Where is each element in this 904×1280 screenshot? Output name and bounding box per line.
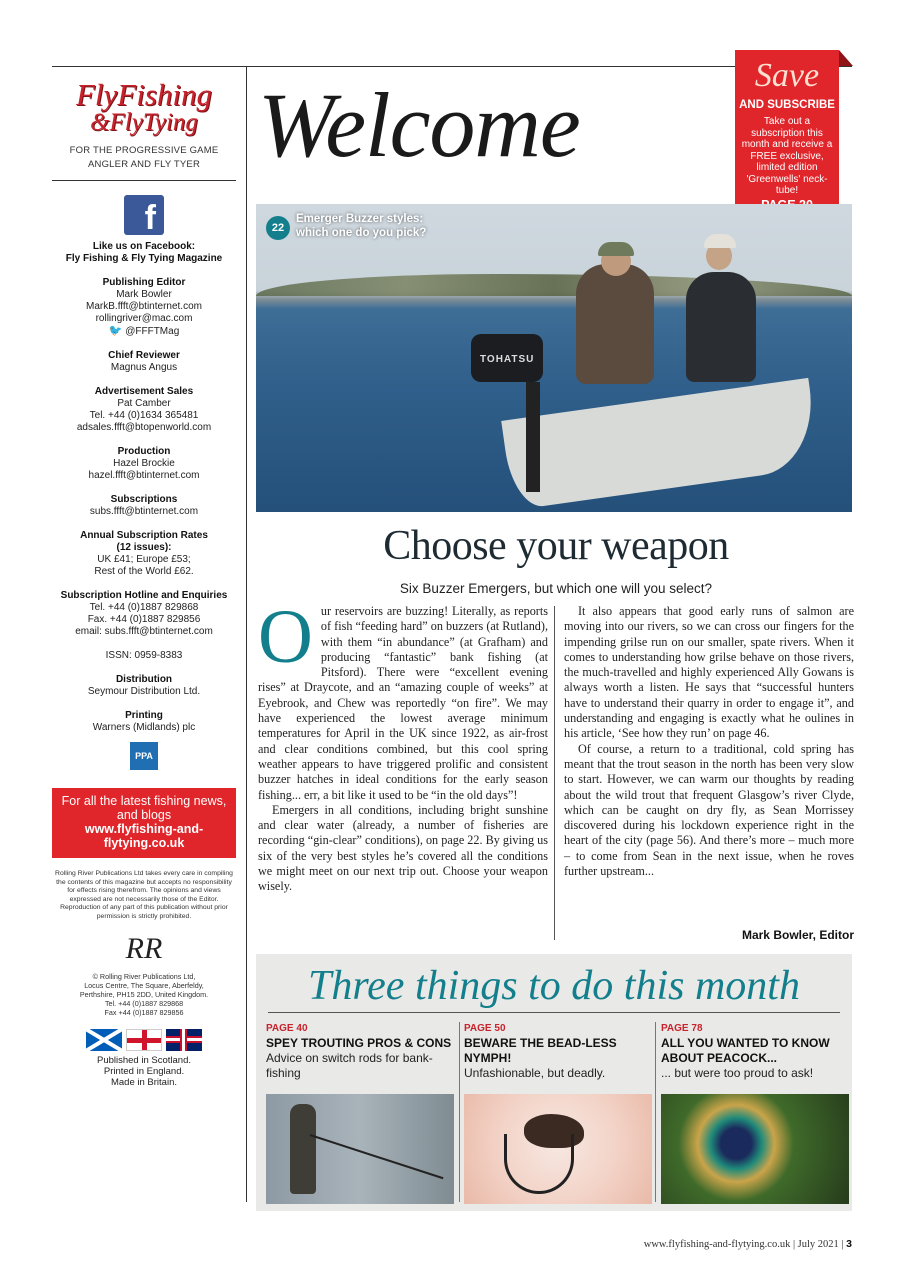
footer-url[interactable]: www.flyfishing-and-flytying.co.uk | July 2021 | [643, 1239, 844, 1250]
company-name: Seymour Distribution Ltd. [87, 686, 201, 697]
facebook-name[interactable]: Fly Fishing & Fly Tying Magazine [65, 253, 223, 264]
outboard-shaft [526, 382, 540, 492]
boat [501, 378, 821, 510]
chief-reviewer-block [52, 350, 236, 374]
sidebar-divider [246, 66, 247, 1202]
person-name: Magnus Angus [110, 362, 178, 373]
angler-2-cap [704, 234, 736, 248]
hook-icon [504, 1134, 574, 1194]
magazine-logo-sub: &FlyTying [90, 109, 198, 136]
paragraph-text: ur reservoirs are buzzing! Literally, as reports of fish “feeding hard” on buzzers (at Rutland), with them “in abundance” (at Grafham) and producing “fantastic” bank fishing (at Pitsford). There were “excellent evening rises” at Draycote, and an “amazing couple of weeks” at Eyebrook, and Chew was reportedly “on fire”. We may have experienced the lowest average minimum temperatures for April in the UK since 1922, as air-frost and clear conditions combined, but this cool spring weather appears to have triggered prolific and consistent buzzer hatches in ideal conditions for the early season fishing... err, a bit like it used to be “in the old days”! [258, 604, 548, 802]
thing-page-ref[interactable]: PAGE 78 [661, 1023, 703, 1034]
role-label: Publishing Editor [102, 277, 186, 288]
treeline [256, 274, 852, 296]
three-things-title: Three things to do this month [308, 963, 800, 1009]
page-title: Welcome [258, 74, 580, 176]
phone-number: Tel. +44 (0)1634 365481 [89, 410, 199, 421]
page-footer [644, 1238, 852, 1250]
role-label: Printing [125, 710, 163, 721]
published-line: Published in Scotland. [96, 1054, 191, 1066]
thing-item-1[interactable] [266, 1022, 454, 1081]
angler-1 [576, 264, 654, 384]
hero-photo [256, 204, 852, 512]
address-line: Perthshire, PH15 2DD, United Kingdom. [79, 989, 209, 999]
england-flag-icon [126, 1029, 162, 1051]
paragraph: Of course, a return to a traditional, cold spring has meant that the trout season in the north has been very slow to start. However, we can warm our thoughts by reading about the wild trout that frequent Glasgow’s river Clyde, which can be caught on dry fly, as Sean Morrissey discovered during his lockdown experience right in the heart of the city (page 56). And there’s more – much more – to come from Sean in the next issue, when he roves further upstream... [564, 741, 854, 879]
issues-count: (12 issues): [116, 542, 172, 553]
publisher-address [52, 972, 236, 1017]
thing-page-ref[interactable]: PAGE 50 [464, 1023, 506, 1034]
person-name: Mark Bowler [116, 289, 172, 300]
email-link[interactable]: hazel.ffft@btinternet.com [88, 470, 200, 481]
angler-2 [686, 272, 756, 382]
thing-title: ALL YOU WANTED TO KNOW ABOUT PEACOCK... [661, 1036, 830, 1065]
role-label: Advertisement Sales [94, 386, 194, 397]
person-name: Pat Camber [117, 398, 171, 409]
website-promo[interactable] [52, 788, 236, 858]
email-link[interactable]: MarkB.ffft@btinternet.com [86, 301, 202, 312]
website-link[interactable]: www.flyfishing-and-flytying.co.uk [84, 822, 204, 850]
printing-block [52, 710, 236, 734]
ppa-logo: PPA [130, 742, 158, 770]
distribution-block [52, 674, 236, 698]
save-word: Save [754, 57, 820, 94]
paragraph: It also appears that good early runs of salmon are moving into our rivers, so we can cross our fingers for the impending grilse run on our smaller, spate rivers. When it comes to understanding how grilse behave on those rivers, the much-travelled and highly experienced Ally Gowans is always worth a listen. He says that “successful hunters have to understand their quarry in order to engage it”, and understanding and engaging is exactly what he oulines in his article, ‘See how they run’ on page 46. [564, 604, 854, 741]
role-label: Production [117, 446, 171, 457]
article-column-2 [564, 604, 854, 879]
thing-desc: Advice on switch rods for bank-fishing [266, 1051, 433, 1080]
role-label: Annual Subscription Rates [80, 530, 208, 541]
address-line: © Rolling River Publications Ltd, [92, 971, 196, 981]
twitter-handle[interactable]: @FFFTMag [125, 326, 180, 337]
facebook-heading: Like us on Facebook: [92, 241, 196, 252]
thing-desc: Unfashionable, but deadly. [464, 1066, 606, 1080]
role-label: Subscription Hotline and Enquiries [60, 590, 228, 601]
published-line: Printed in England. [103, 1065, 185, 1077]
role-label: Subscriptions [110, 494, 178, 505]
paragraph: Emergers in all conditions, including bright sunshine and clear water (already, a number of fisheries are recording “gin-clear” conditions), on page 22. By giving us six of the very best styles he’s covered all the conditions we might meet on our next trip out. Choose your weapon wisely. [258, 802, 548, 894]
publisher-logo: RR [125, 931, 163, 965]
page-number: 3 [846, 1238, 852, 1250]
rate-line: UK £41; Europe £53; [97, 554, 191, 565]
fax-number: Fax +44 (0)1887 829856 [104, 1007, 184, 1017]
email-link[interactable]: adsales.ffft@btopenworld.com [76, 422, 212, 433]
three-things-panel [256, 954, 852, 1211]
sidebar [52, 66, 236, 1202]
email-link[interactable]: rollingriver@mac.com [95, 313, 193, 324]
nymph-fly-photo [464, 1094, 652, 1204]
production-block [52, 446, 236, 482]
email-link[interactable]: email: subs.ffft@btinternet.com [75, 626, 213, 637]
fax-number: Fax. +44 (0)1887 829856 [87, 614, 201, 625]
flags [52, 1029, 236, 1051]
rate-line: Rest of the World £62. [94, 566, 194, 577]
angler-1-cap [598, 242, 634, 256]
published-line: Made in Britain. [110, 1076, 177, 1088]
thing-page-ref[interactable]: PAGE 40 [266, 1023, 308, 1034]
role-label: Chief Reviewer [108, 350, 180, 361]
company-name: Warners (Midlands) plc [92, 722, 196, 733]
page-badge[interactable]: 22 [266, 216, 290, 240]
disclaimer: Rolling River Publications Ltd takes every care in compiling the contents of this magazine but accepts no responsibility for effects rising therefrom. The opinions and views expressed are not necessarily those of the Editor. Reproduction of any part of this publication without prior permission is strictly prohibited. [55, 870, 233, 920]
editor-signoff: Mark Bowler, Editor [741, 928, 854, 942]
published-note [52, 1055, 236, 1088]
angler-figure [290, 1104, 316, 1194]
sidebar-rule [52, 180, 236, 181]
address-line: Locus Centre, The Square, Aberfeldy, [84, 980, 204, 990]
phone-number: Tel. +44 (0)1887 829868 [89, 602, 199, 613]
rates-block [52, 530, 236, 578]
subscribe-text: Take out a subscription this month and receive a FREE exclusive, limited edition 'Greenwells' neck-tube! [741, 116, 833, 196]
article-column-1 [258, 595, 548, 895]
person-name: Hazel Brockie [113, 458, 175, 469]
publishing-editor-block [52, 277, 236, 338]
uk-flag-icon [166, 1029, 202, 1051]
drop-cap: O [258, 595, 313, 679]
magazine-logo[interactable]: FlyFishing [75, 77, 213, 112]
hotline-block [52, 590, 236, 638]
facebook-icon[interactable]: f [124, 195, 164, 235]
article-standfirst: Six Buzzer Emergers, but which one will you select? [399, 581, 713, 596]
caption-line: which one do you pick? [296, 227, 427, 239]
promo-text: For all the latest fishing news, and blogs [61, 794, 227, 822]
issn: ISSN: 0959-8383 [105, 650, 183, 661]
thing-title: BEWARE THE BEAD-LESS NYMPH! [464, 1036, 617, 1065]
subscribe-heading: AND SUBSCRIBE [739, 99, 835, 111]
column-divider [554, 606, 555, 940]
paragraph [258, 595, 548, 803]
thing-title: SPEY TROUTING PROS & CONS [266, 1036, 452, 1050]
ad-sales-block [52, 386, 236, 434]
tagline: FOR THE PROGRESSIVE GAME ANGLER AND FLY TYER [69, 145, 219, 170]
scotland-flag-icon [86, 1029, 122, 1051]
panel-rule [268, 1012, 840, 1013]
item-divider [459, 1022, 460, 1202]
twitter-icon: 🐦 [108, 325, 123, 337]
photo-caption [296, 212, 426, 240]
article-headline: Choose your weapon [383, 523, 729, 569]
subscriptions-block [52, 494, 236, 518]
motor-brand: TOHATSU [480, 354, 535, 365]
email-link[interactable]: subs.ffft@btinternet.com [89, 506, 199, 517]
role-label: Distribution [115, 674, 173, 685]
thing-item-2[interactable] [464, 1022, 652, 1081]
phone-number: Tel. +44 (0)1887 829868 [104, 998, 184, 1008]
caption-line: Emerger Buzzer styles: [296, 213, 424, 225]
fishing-rod [310, 1134, 444, 1179]
peacock-feather-photo [661, 1094, 849, 1204]
thing-item-3[interactable] [661, 1022, 849, 1081]
thing-desc: ... but were too proud to ask! [661, 1066, 814, 1080]
twitter-line[interactable] [52, 325, 236, 338]
item-divider [655, 1022, 656, 1202]
spey-angler-photo [266, 1094, 454, 1204]
